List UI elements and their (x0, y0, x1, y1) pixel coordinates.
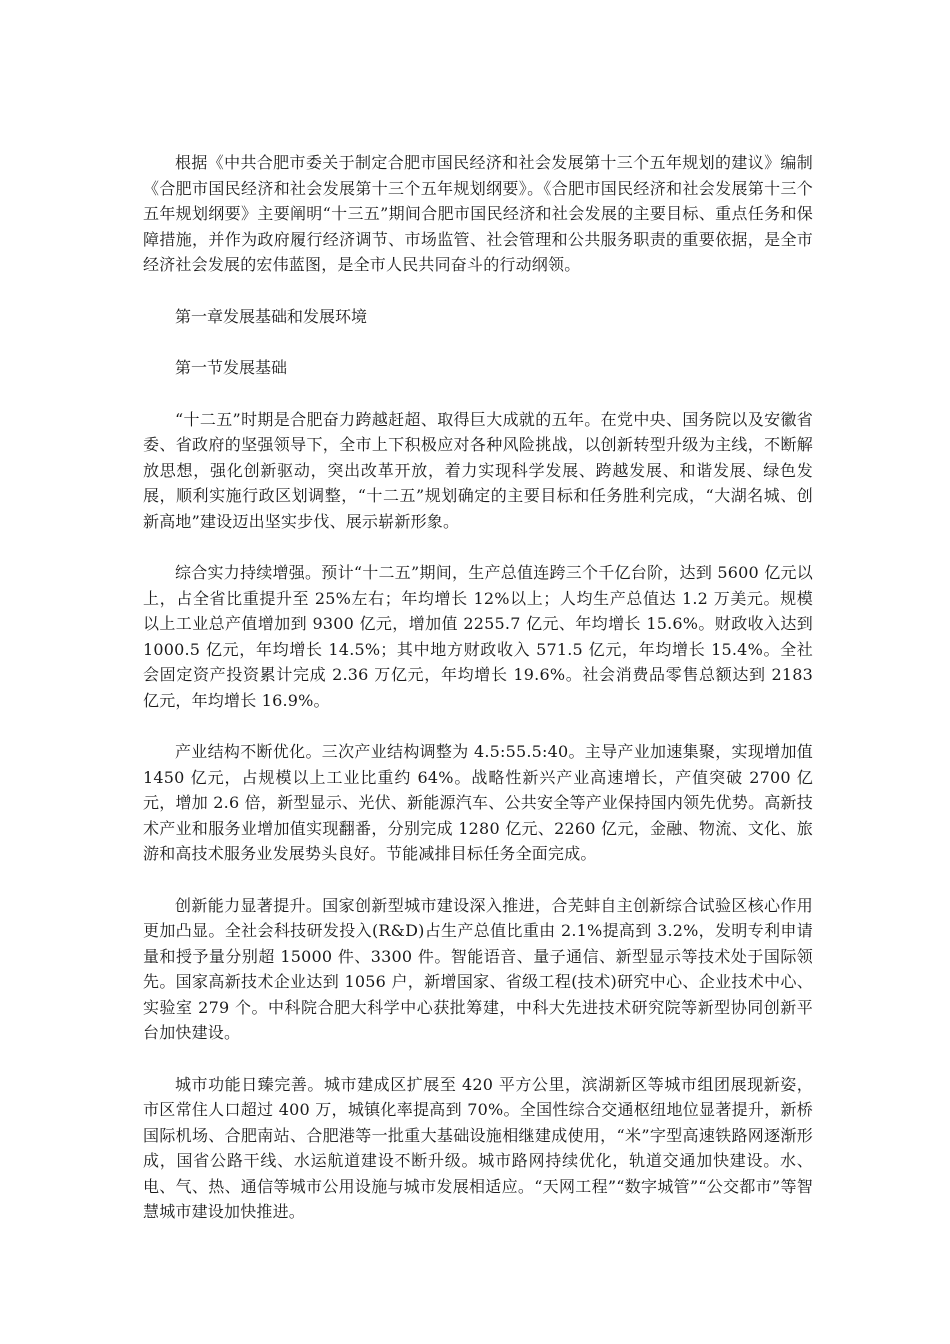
intro-paragraph: 根据《中共合肥市委关于制定合肥市国民经济和社会发展第十三个五年规划的建议》编制《合肥市国民经济和社会发展第十三个五年规划纲要》。《合肥市国民经济和社会发展第十三个五年规划纲要》主要阐明“十三五”期间合肥市国民经济和社会发展的主要目标、重点任务和保障措施，并作为政府履行经济调节、市场监管、社会管理和公共服务职责的重要依据，是全市经济社会发展的宏伟蓝图，是全市人民共同奋斗的行动纲领。 (143, 153, 813, 274)
body-paragraph: 城市功能日臻完善。城市建成区扩展至 420 平方公里，滨湖新区等城市组团展现新姿，市区常住人口超过 400 万，城镇化率提高到 70%。全国性综合交通枢纽地位显著提升，新桥国际机场、合肥南站、合肥港等一批重大基础设施相继建成使用，“米”字型高速铁路网逐渐形成，国省公路干线、水运航道建设不断升级。城市路网持续优化，轨道交通加快建设。水、电、气、热、通信等城市公用设施与城市发展相适应。“天网工程”“数字城管”“公交都市”等智慧城市建设加快推进。 (143, 1074, 813, 1221)
section-title: 第一节发展基础 (175, 358, 288, 377)
body-paragraph: 综合实力持续增强。预计“十二五”期间，生产总值连跨三个千亿台阶，达到 5600 亿元以上，占全省比重提升至 25%左右；年均增长 12%以上；人均生产总值达 1.2 万美元。规模以上工业总产值增加到 9300 亿元，增加值 2255.7 亿元、年均增长 15.6%。财政收入达到 1000.5 亿元，年均增长 14.5%；其中地方财政收入 571.5 亿元，年均增长 15.4%。全社会固定资产投资累计完成 2.36 万亿元，年均增长 19.6%。社会消费品零售总额达到 2183 亿元，年均增长 16.9%。 (143, 563, 813, 710)
body-paragraph: 创新能力显著提升。国家创新型城市建设深入推进，合芜蚌自主创新综合试验区核心作用更加凸显。全社会科技研发投入(R&D)占生产总值比重由 2.1%提高到 3.2%，发明专利申请量和授予量分别超 15000 件、3300 件。智能语音、量子通信、新型显示等技术处于国际领先。国家高新技术企业达到 1056 户，新增国家、省级工程(技术)研究中心、企业技术中心、实验室 279 个。中科院合肥大科学中心获批筹建，中科大先进技术研究院等新型协同创新平台加快建设。 (143, 895, 813, 1042)
body-paragraph: 产业结构不断优化。三次产业结构调整为 4.5:55.5:40。主导产业加速集聚，实现增加值 1450 亿元，占规模以上工业比重约 64%。战略性新兴产业高速增长，产值突破 2700 亿元，增加 2.6 倍，新型显示、光伏、新能源汽车、公共安全等产业保持国内领先优势。高新技术产业和服务业增加值实现翻番，分别完成 1280 亿元、2260 亿元，金融、物流、文化、旅游和高技术服务业发展势头良好。节能减排目标任务全面完成。 (143, 742, 813, 863)
document-body (143, 150, 813, 1225)
chapter-title: 第一章发展基础和发展环境 (175, 306, 368, 326)
body-paragraph: “十二五”时期是合肥奋力跨越赶超、取得巨大成就的五年。在党中央、国务院以及安徽省委、省政府的坚强领导下，全市上下积极应对各种风险挑战，以创新转型升级为主线，不断解放思想，强化创新驱动，突出改革开放，着力实现科学发展、跨越发展、和谐发展、绿色发展，顺利实施行政区划调整，“十二五”规划确定的主要目标和任务胜利完成，“大湖名城、创新高地”建设迈出坚实步伐、展示崭新形象。 (143, 409, 813, 531)
